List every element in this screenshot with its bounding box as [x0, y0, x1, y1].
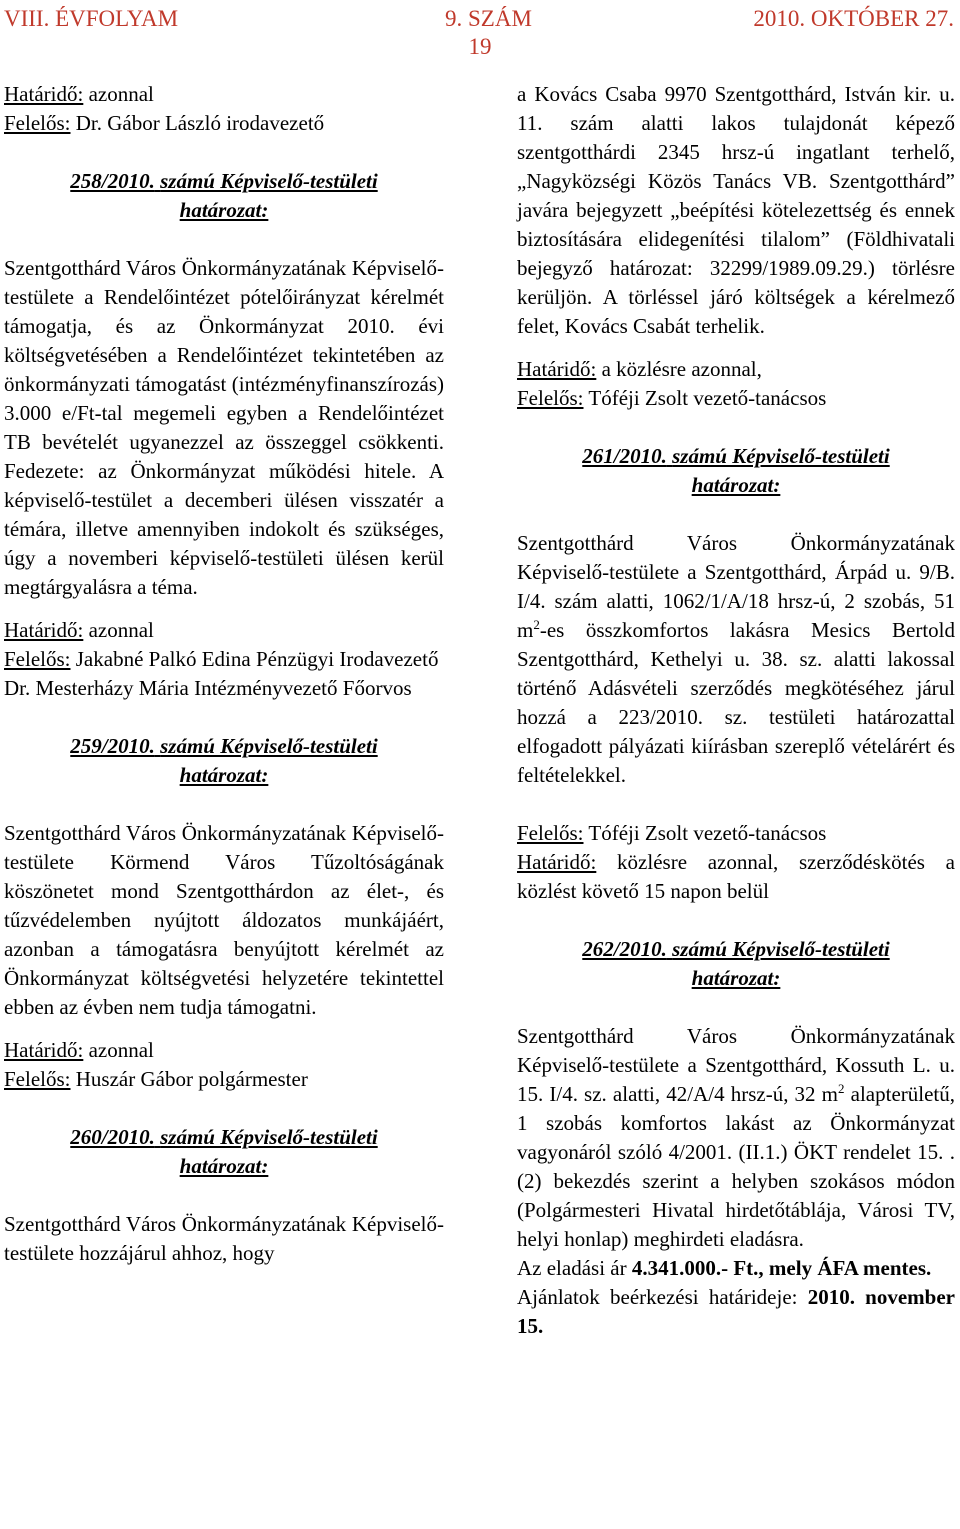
- resolution-title-262: 262/2010. számú Képviselő-testületi: [582, 937, 890, 961]
- responsible-line: Felelős: Tóféji Zsolt vezető-tanácsos: [517, 386, 827, 410]
- responsible-line: Felelős: Tóféji Zsolt vezető-tanácsos: [517, 821, 827, 845]
- resolution-text-259: Szentgotthárd Város Önkormányzatának Képviselő-testülete Körmend Város Tűzoltóságának köszönetet mond Szentgotthárdon az élet-, és tűzvédelemben nyújtott áldozatos munkájáért, azonban a támogatásra benyújtott kérelmét az Önkormányzat költségvetési helyzetére tekintettel ebben az évben nem tudja támogatni.: [4, 821, 444, 1019]
- page-header: [0, 6, 960, 30]
- volume-label: VIII. ÉVFOLYAM: [4, 6, 179, 31]
- date-label: 2010. OKTÓBER 27.: [753, 6, 954, 31]
- resolution-word: határozat:: [179, 1154, 269, 1178]
- resolution-title-260: 260/2010. számú Képviselő-testületi: [70, 1125, 378, 1149]
- resolution-text-260: Szentgotthárd Város Önkormányzatának Képviselő-testülete hozzájárul ahhoz, hogy: [4, 1212, 444, 1265]
- resolution-text-262: Szentgotthárd Város Önkormányzatának Képviselő-testülete a Szentgotthárd, Kossuth L. u. 15. I/4. sz. alatti, 42/A/4 hrsz-ú, 32 $m^2$ alapterületű, 1 szobás komfortos lakást az Önkormányzat vagyonáról szóló 4/2001. (II.1.) ÖKT rendelet 15. . (2) bekezdés szerint a helyben szokásos módon (Polgármesteri Hivatal hirdetőtáblája, Városi TV, helyi honlap) meghirdeti eladásra.: [517, 1024, 955, 1251]
- resolution-text-260-cont: a Kovács Csaba 9970 Szentgotthárd, István kir. u. 11. szám alatti lakos tulajdonát képező szentgotthárdi 2345 hrsz-ú ingatlant terhelő, „Nagyközségi Közös Tanács VB. Szentgotthárd” javára bejegyzett „beépítési kötelezettség és ennek biztosítására elidegenítési tilalom” (Földhivatali bejegyző határozat: 32299/1989.09.29.) törlésre kerüljön. A törléssel járó költségek a kérelmező felet, Kovács Csabát terhelik.: [517, 82, 955, 338]
- offer-deadline-line: Ajánlatok beérkezési határideje: 2010. november 15.: [517, 1285, 955, 1338]
- responsible-line-2: Dr. Mesterházy Mária Intézményvezető Főorvos: [4, 676, 412, 700]
- right-column: [517, 80, 955, 1341]
- resolution-word: határozat:: [179, 198, 269, 222]
- resolution-title-261: 261/2010. számú Képviselő-testületi: [582, 444, 890, 468]
- deadline-line: Határidő: azonnal: [4, 618, 154, 642]
- issue-label: 9. SZÁM: [445, 6, 532, 31]
- resolution-word: határozat:: [179, 763, 269, 787]
- page-number: 19: [468, 34, 492, 59]
- resolution-word: határozat:: [691, 966, 781, 990]
- deadline-line: Határidő: azonnal: [4, 1038, 154, 1062]
- resolution-text-261: Szentgotthárd Város Önkormányzatának Képviselő-testülete a Szentgotthárd, Árpád u. 9/B. I/4. szám alatti, 1062/1/A/18 hrsz-ú, 2 szobás, 51 $m^2-es$ összkomfortos lakásra Mesics Bertold Szentgotthárd, Kethelyi u. 38. sz. alatti lakossal történő Adásvételi szerződés megkötéséhez járul hozzá a 223/2010. sz. testületi határozattal elfogadott pályázati kiírásban szereplő vételárért és feltételekkel.: [517, 531, 955, 787]
- resolution-word: határozat:: [691, 473, 781, 497]
- deadline-line: Határidő: közlésre azonnal, szerződéskötés a közlést követő 15 napon belül: [517, 850, 956, 903]
- resolution-title-259: 259/2010. számú Képviselő-testületi: [70, 734, 378, 758]
- deadline-line: Határidő: azonnal: [4, 82, 154, 106]
- resolution-text-258: Szentgotthárd Város Önkormányzatának Képviselő-testülete a Rendelőintézet pótelőirányzat kérelmét támogatja, és az Önkormányzat 2010. évi költségvetésében a Rendelőintézet tekintetében az önkormányzati támogatást (intézményfinanszírozás) 3.000 e/Ft-tal megemeli egyben a Rendelőintézet TB bevételét ugyanezzel az összeggel csökkenti. Fedezete: az Önkormányzat működési hitele. A képviselő-testület a decemberi ülésen visszatér a témára, illetve amennyiben indokolt és szükséges, úgy a novemberi képviselő-testületi ülésen kerül megtárgyalásra a téma.: [4, 256, 444, 599]
- left-column: [4, 80, 444, 1268]
- responsible-line: Felelős: Dr. Gábor László irodavezető: [4, 111, 325, 135]
- sale-price-line: Az eladási ár 4.341.000.- Ft., mely ÁFA mentes.: [517, 1256, 932, 1280]
- deadline-line: Határidő: a közlésre azonnal,: [517, 357, 762, 381]
- responsible-line: Felelős: Jakabné Palkó Edina Pénzügyi Irodavezető: [4, 647, 439, 671]
- responsible-line: Felelős: Huszár Gábor polgármester: [4, 1067, 308, 1091]
- resolution-title-258: 258/2010. számú Képviselő-testületi: [70, 169, 378, 193]
